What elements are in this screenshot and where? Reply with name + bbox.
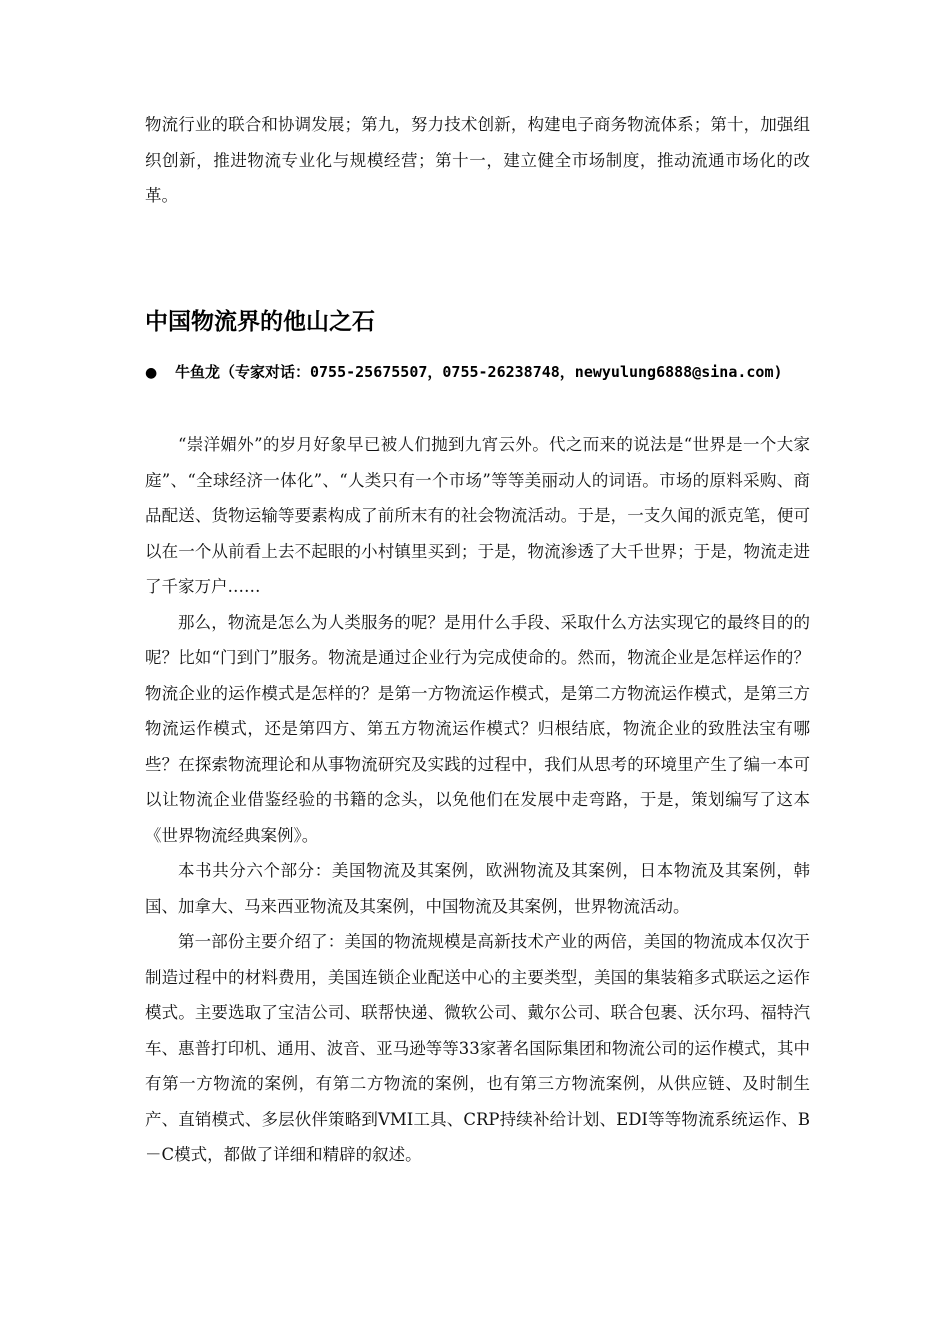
intro-paragraph: 物流行业的联合和协调发展；第九，努力技术创新，构建电子商务物流体系；第十，加强组织创新，推进物流专业化与规模经营；第十一，建立健全市场制度，推动流通市场化的改革。	[145, 115, 810, 205]
body-paragraph: 那么，物流是怎么为人类服务的呢？是用什么手段、采取什么方法实现它的最终目的的呢？比如“门到门”服务。物流是通过企业行为完成使命的。然而，物流企业是怎样运作的？物流企业的运作模式是怎样的？是第一方物流运作模式，是第二方物流运作模式，是第三方物流运作模式，还是第四方、第五方物流运作模式？归根结底，物流企业的致胜法宝有哪些？在探索物流理论和从事物流研究及实践的过程中，我们从思考的环境里产生了编一本可以让物流企业借鉴经验的书籍的念头，以免他们在发展中走弯路，于是，策划编写了这本《世界物流经典案例》。	[145, 612, 810, 845]
author-line	[145, 358, 845, 387]
section-title: 中国物流界的他山之石	[145, 309, 375, 335]
body-text	[145, 427, 810, 1173]
author-contact: 牛鱼龙（专家对话：0755-25675507，0755-26238748，newyulung6888@sina.com)	[175, 363, 783, 381]
body-paragraph: 第一部份主要介绍了：美国的物流规模是高新技术产业的两倍，美国的物流成本仅次于制造过程中的材料费用，美国连锁企业配送中心的主要类型，美国的集装箱多式联运之运作模式。主要选取了宝洁公司、联帮快递、微软公司、戴尔公司、联合包裹、沃尔玛、福特汽车、惠普打印机、通用、波音、亚马逊等等33家著名国际集团和物流公司的运作模式，其中有第一方物流的案例，有第二方物流的案例，也有第三方物流案例，从供应链、及时制生产、直销模式、多层伙伴策略到VMI工具、CRP持续补给计划、EDI等等物流系统运作、B－C模式，都做了详细和精辟的叙述。	[145, 932, 810, 1164]
body-paragraph: “崇洋媚外”的岁月好象早已被人们抛到九宵云外。代之而来的说法是“世界是一个大家庭”、“全球经济一体化”、“人类只有一个市场”等等美丽动人的词语。市场的原料采购、商品配送、货物运输等要素构成了前所末有的社会物流活动。于是，一支久闻的派克笔，便可以在一个从前看上去不起眼的小村镇里买到；于是，物流渗透了大千世界；于是，物流走进了千家万户……	[145, 435, 810, 596]
bullet-icon: ●	[145, 365, 158, 381]
body-paragraph: 本书共分六个部分：美国物流及其案例，欧洲物流及其案例，日本物流及其案例，韩国、加拿大、马来西亚物流及其案例，中国物流及其案例，世界物流活动。	[145, 861, 810, 916]
